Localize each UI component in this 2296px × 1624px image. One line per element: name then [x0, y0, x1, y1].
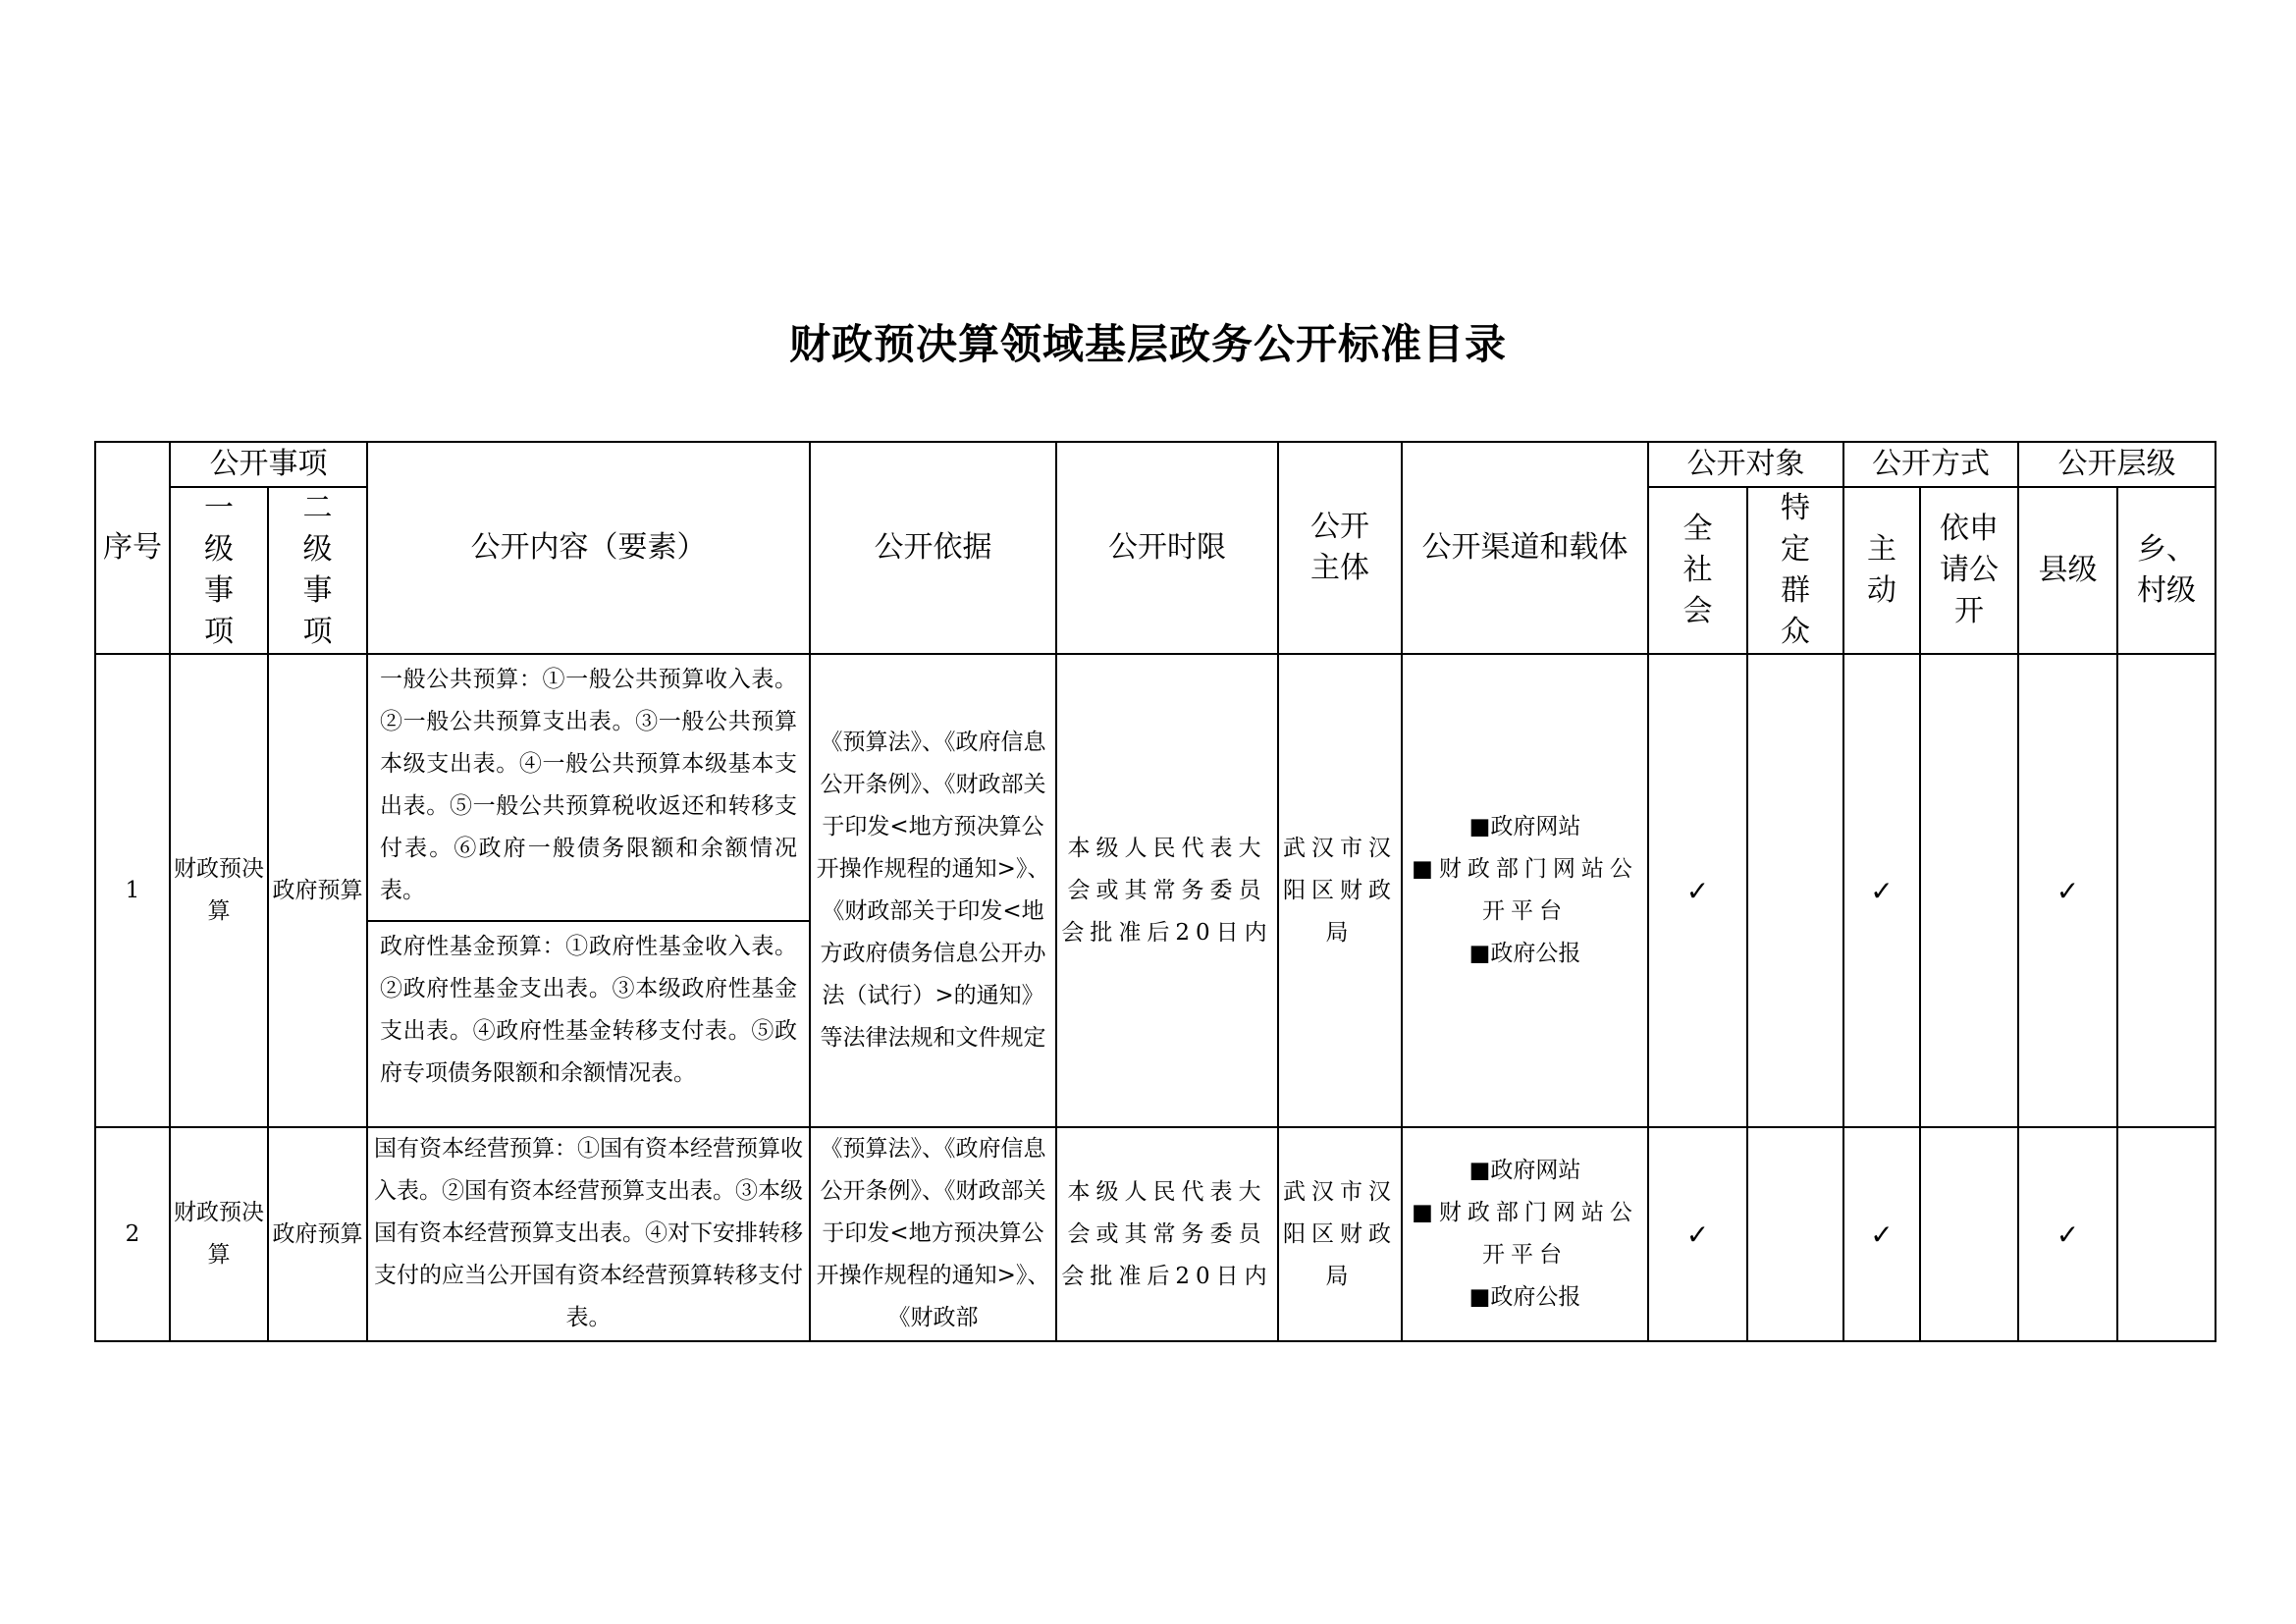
row-content — [367, 654, 810, 1127]
check-method-request — [1920, 654, 2018, 1127]
content-state-capital-budget: 国有资本经营预算：①国有资本经营预算收入表。②国有资本经营预算支出表。③本级国有资本经营预算支出表。④对下安排转移支付的应当公开国有资本经营预算转移支付表。 — [374, 1136, 803, 1330]
row-time-limit: 本级人民代表大会或其常务委员会批准后20日内 — [1056, 654, 1278, 1127]
row-level1: 财政预决算 — [170, 654, 268, 1127]
header-method-active: 主动 — [1843, 487, 1920, 654]
check-audience-specific — [1747, 654, 1843, 1127]
row-basis: 《预算法》、《政府信息公开条例》、《财政部关于印发<地方预决算公开操作规程的通知>》、《财政部关于印发<地方政府债务信息公开办法（试行）>的通知》等法律法规和文件规定 — [810, 654, 1056, 1127]
check-tier-county: ✓ — [2018, 1127, 2117, 1341]
check-method-request — [1920, 1127, 2018, 1341]
check-method-active: ✓ — [1843, 1127, 1920, 1341]
header-audience-specific: 特定群众 — [1747, 487, 1843, 654]
row-channel — [1402, 654, 1648, 1127]
row-seq: 2 — [95, 1127, 170, 1341]
header-tier-town: 乡、村级 — [2117, 487, 2216, 654]
header-level2: 二级事项 — [268, 487, 367, 654]
content-general-budget: 一般公共预算：①一般公共预算收入表。②一般公共预算支出表。③一般公共预算本级支出表。④一般公共预算本级基本支出表。⑤一般公共预算税收返还和转移支付表。⑥政府一般债务限额和余额情况表。 — [368, 655, 809, 922]
row-seq: 1 — [95, 654, 170, 1127]
header-content: 公开内容（要素） — [367, 442, 810, 654]
header-channel: 公开渠道和载体 — [1402, 442, 1648, 654]
channel-item: ■财政部门网站公开平台 — [1412, 1200, 1638, 1268]
row-basis — [810, 1127, 1056, 1341]
header-audience: 公开对象 — [1648, 442, 1843, 487]
check-tier-town — [2117, 1127, 2216, 1341]
content-fund-budget: 政府性基金预算：①政府性基金收入表。②政府性基金支出表。③本级政府性基金支出表。④政府性基金转移支付表。⑤政府专项债务限额和余额情况表。 — [380, 934, 797, 1086]
row-subject: 武汉市汉阳区财政局 — [1278, 1127, 1402, 1341]
header-public-items: 公开事项 — [170, 442, 367, 487]
check-method-active: ✓ — [1843, 654, 1920, 1127]
channel-item: ■政府公报 — [1468, 941, 1581, 966]
basis-text: 《预算法》、《政府信息公开条例》、《财政部关于印发<地方预决算公开操作规程的通知>》、《财政部 — [816, 1136, 1050, 1330]
header-seq: 序号 — [95, 442, 170, 654]
check-audience-specific — [1747, 1127, 1843, 1341]
channel-item: ■政府网站 — [1468, 814, 1581, 839]
document-title: 财政预决算领域基层政务公开标准目录 — [788, 320, 1507, 368]
channel-item: ■政府公报 — [1468, 1284, 1581, 1310]
row-level2: 政府预算 — [268, 1127, 367, 1341]
table-row — [95, 1127, 2216, 1341]
header-method: 公开方式 — [1843, 442, 2018, 487]
row-time-limit: 本级人民代表大会或其常务委员会批准后20日内 — [1056, 1127, 1278, 1341]
row-level2: 政府预算 — [268, 654, 367, 1127]
channel-item: ■政府网站 — [1468, 1158, 1581, 1183]
check-tier-town — [2117, 654, 2216, 1127]
header-basis: 公开依据 — [810, 442, 1056, 654]
check-audience-all: ✓ — [1648, 654, 1747, 1127]
row-subject: 武汉市汉阳区财政局 — [1278, 654, 1402, 1127]
row-channel — [1402, 1127, 1648, 1341]
check-tier-county: ✓ — [2018, 654, 2117, 1127]
header-audience-all: 全社会 — [1648, 487, 1747, 654]
header-level1: 一级事项 — [170, 487, 268, 654]
header-method-request: 依申请公开 — [1920, 487, 2018, 654]
header-tier: 公开层级 — [2018, 442, 2216, 487]
table-row — [95, 654, 2216, 1127]
header-subject: 公开主体 — [1278, 442, 1402, 654]
channel-item: ■财政部门网站公开平台 — [1412, 856, 1638, 924]
row-content — [367, 1127, 810, 1341]
header-time-limit: 公开时限 — [1056, 442, 1278, 654]
catalog-table — [94, 441, 2216, 1342]
row-level1: 财政预决算 — [170, 1127, 268, 1341]
check-audience-all: ✓ — [1648, 1127, 1747, 1341]
header-tier-county: 县级 — [2018, 487, 2117, 654]
